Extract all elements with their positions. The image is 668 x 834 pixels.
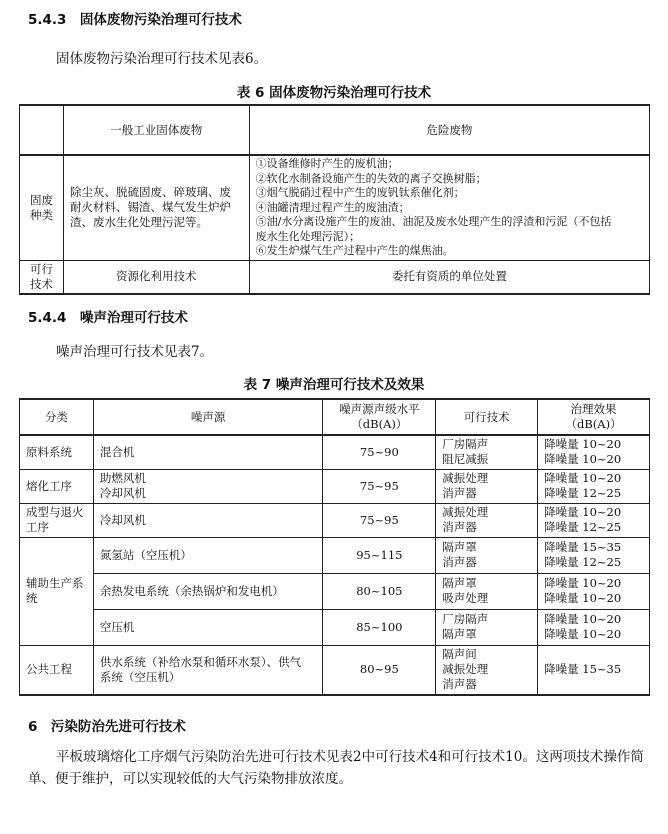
section-intro-5-4-3: 固体废物污染治理可行技术见表6。 — [56, 51, 268, 67]
table7-effect: 降噪量 10~20 降噪量 10~20 — [538, 609, 650, 645]
table7 — [19, 398, 650, 696]
section-title-5-4-4: 5.4.4 噪声治理可行技术 — [28, 310, 188, 326]
table7-category: 熔化工序 — [20, 469, 94, 503]
table7-level: 85~100 — [323, 609, 436, 645]
table7-tech: 厂房隔声 阻尼减振 — [436, 435, 538, 469]
table-row — [20, 537, 650, 573]
table7-tech: 隔声罩 吸声处理 — [436, 573, 538, 609]
table6-hazard-tech: 委托有资质的单位处置 — [249, 260, 649, 294]
table7-category: 辅助生产系 统 — [20, 537, 94, 645]
table7-head-source: 噪声源 — [93, 399, 323, 435]
table7-head-level: 噪声源声级水平 （dB(A)） — [323, 399, 436, 435]
table-row — [20, 469, 650, 503]
table-row — [20, 435, 650, 469]
table7-tech: 隔声罩 消声器 — [436, 537, 538, 573]
table6-general-types: 除尘灰、脱硫固废、碎玻璃、废 耐火材料、锡渣、煤气发生炉炉 渣、废水生化处理污泥等。 — [63, 155, 249, 260]
table7-effect: 降噪量 10~20 降噪量 10~20 — [538, 573, 650, 609]
table7-category: 公共工程 — [20, 645, 94, 695]
table-row — [20, 645, 650, 695]
section-title-6: 6 污染防治先进可行技术 — [28, 719, 186, 735]
table-row — [20, 503, 650, 537]
table6-row-label-types: 固废 种类 — [20, 155, 64, 260]
table7-caption: 表 7 噪声治理可行技术及效果 — [243, 377, 425, 393]
table7-head-tech: 可行技术 — [436, 399, 538, 435]
table7-source: 混合机 — [93, 435, 323, 469]
table7-level: 80~105 — [323, 573, 436, 609]
table7-tech: 减振处理 消声器 — [436, 503, 538, 537]
table7-category: 成型与退火 工序 — [20, 503, 94, 537]
section-6-paragraph: 平板玻璃熔化工序烟气污染防治先进可行技术见表2中可行技术4和可行技术10。这两项技术操作简单、便于维护，可以实现较低的大气污染物排放浓度。 — [28, 749, 644, 787]
table6-row-label-tech: 可行 技术 — [20, 260, 64, 294]
table6-types-row — [20, 155, 650, 260]
table7-tech: 减振处理 消声器 — [436, 469, 538, 503]
table7-level: 75~90 — [323, 435, 436, 469]
table7-level: 75~95 — [323, 469, 436, 503]
table7-category: 原料系统 — [20, 435, 94, 469]
table7-head-category: 分类 — [20, 399, 94, 435]
table7-effect: 降噪量 10~20 降噪量 10~20 — [538, 435, 650, 469]
table6-head-general: 一般工业固体废物 — [63, 105, 249, 155]
table6-caption: 表 6 固体废物污染治理可行技术 — [236, 85, 432, 101]
table7-source: 氮氢站（空压机） — [93, 537, 323, 573]
table7-level: 75~95 — [323, 503, 436, 537]
table7-tech: 厂房隔声 隔声罩 — [436, 609, 538, 645]
table7-source: 冷却风机 — [93, 503, 323, 537]
section-title-5-4-3: 5.4.3 固体废物污染治理可行技术 — [28, 12, 242, 28]
table7-effect: 降噪量 15~35 降噪量 12~25 — [538, 537, 650, 573]
table6-general-tech: 资源化利用技术 — [63, 260, 249, 294]
table7-level: 95~115 — [323, 537, 436, 573]
table6-hazard-types: ①设备维修时产生的废机油； ②软化水制备设施产生的失效的离子交换树脂； ③烟气脱硝过程中产生的废钒钛系催化剂； ④油罐清理过程产生的废油渣； ⑤油/水分离设施产生的废油、油泥及废水处理产生的浮渣和污泥（不包括 废水生化处理污泥）； ⑥发生炉煤气生产过程中产生的煤焦油。 — [249, 155, 649, 260]
table6-header-row — [20, 105, 650, 155]
section-intro-5-4-4: 噪声治理可行技术见表7。 — [56, 344, 214, 360]
table7-effect: 降噪量 10~20 降噪量 12~25 — [538, 469, 650, 503]
table7-level: 80~95 — [323, 645, 436, 695]
table7-header-row — [20, 399, 650, 435]
table7-effect: 降噪量 10~20 降噪量 12~25 — [538, 503, 650, 537]
table-row — [20, 609, 650, 645]
table7-source: 助燃风机 冷却风机 — [93, 469, 323, 503]
table7-source: 空压机 — [93, 609, 323, 645]
table6 — [19, 104, 650, 295]
table6-corner — [20, 105, 64, 155]
table7-tech: 隔声间 减振处理 消声器 — [436, 645, 538, 695]
table6-tech-row — [20, 260, 650, 294]
table7-head-effect: 治理效果 （dB(A)） — [538, 399, 650, 435]
table6-head-hazard: 危险废物 — [249, 105, 649, 155]
table-row — [20, 573, 650, 609]
table7-source: 余热发电系统（余热锅炉和发电机） — [93, 573, 323, 609]
table7-effect: 降噪量 15~35 — [538, 645, 650, 695]
table7-source: 供水系统（补给水泵和循环水泵）、供气 系统（空压机） — [93, 645, 323, 695]
